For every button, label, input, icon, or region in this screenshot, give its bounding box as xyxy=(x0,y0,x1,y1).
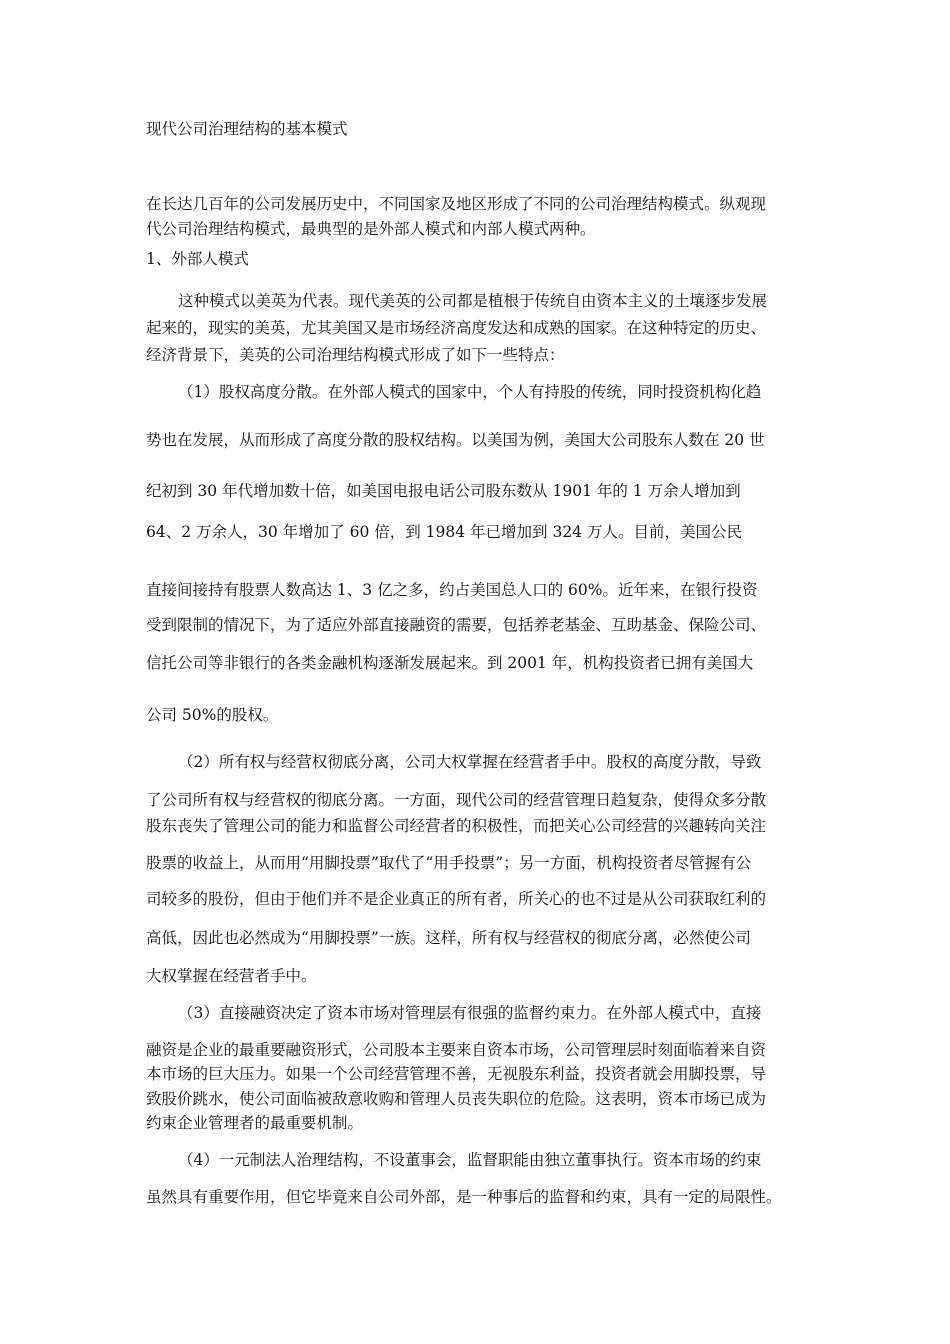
paragraph-line: 司较多的股份，但由于他们并不是企业真正的所有者，所关心的也不过是从公司获取红利的 xyxy=(146,890,767,908)
paragraph-line: 致股价跳水，使公司面临被敌意收购和管理人员丧失职位的危险。这表明，资本市场已成为 xyxy=(146,1090,767,1108)
paragraph-line: 大权掌握在经营者手中。 xyxy=(146,967,317,985)
section-heading: 1、外部人模式 xyxy=(146,250,249,268)
paragraph-line: 信托公司等非银行的各类金融机构逐渐发展起来。到 2001 年，机构投资者已拥有美国大 xyxy=(146,654,754,672)
paragraph-line: （1）股权高度分散。在外部人模式的国家中，个人有持股的传统，同时投资机构化趋 xyxy=(178,383,762,401)
paragraph-line: 纪初到 30 年代增加数十倍，如美国电报电话公司股东数从 1901 年的 1 万余人增加到 xyxy=(146,482,741,500)
paragraph-line: （2）所有权与经营权彻底分离，公司大权掌握在经营者手中。股权的高度分散，导致 xyxy=(178,753,762,771)
paragraph-line: （3）直接融资决定了资本市场对管理层有很强的监督约束力。在外部人模式中，直接 xyxy=(178,1004,762,1022)
paragraph-line: 融资是企业的最重要融资形式，公司股本主要来自资本市场，公司管理层时刻面临着来自资 xyxy=(146,1041,767,1059)
paragraph-line: 公司 50%的股权。 xyxy=(146,706,279,724)
paragraph-line: 势也在发展，从而形成了高度分散的股权结构。以美国为例，美国大公司股东人数在 20 世 xyxy=(146,431,765,449)
paragraph-line: 这种模式以美英为代表。现代美英的公司都是植根于传统自由资本主义的土壤逐步发展 xyxy=(178,292,768,310)
paragraph-line: 直接间接持有股票人数高达 1、3 亿之多，约占美国总人口的 60%。近年来，在银行投资 xyxy=(146,581,758,599)
paragraph-line: 股票的收益上，从而用“用脚投票”取代了“用手投票”；另一方面，机构投资者尽管握有公 xyxy=(146,854,752,872)
paragraph-line: （4）一元制法人治理结构，不设董事会，监督职能由独立董事执行。资本市场的约束 xyxy=(178,1151,762,1169)
paragraph-line: 经济背景下，美英的公司治理结构模式形成了如下一些特点： xyxy=(146,346,565,364)
intro-line: 代公司治理结构模式，最典型的是外部人模式和内部人模式两种。 xyxy=(146,220,596,238)
paragraph-line: 股东丧失了管理公司的能力和监督公司经营者的积极性，而把关心公司经营的兴趣转向关注 xyxy=(146,817,767,835)
paragraph-line: 本市场的巨大压力。如果一个公司经营管理不善，无视股东利益，投资者就会用脚投票，导 xyxy=(146,1065,767,1083)
document-title: 现代公司治理结构的基本模式 xyxy=(146,120,348,138)
paragraph-line: 64、2 万余人，30 年增加了 60 倍，到 1984 年已增加到 324 万人。目前，美国公民 xyxy=(146,523,742,541)
paragraph-line: 受到限制的情况下，为了适应外部直接融资的需要，包括养老基金、互助基金、保险公司、 xyxy=(146,616,767,634)
paragraph-line: 起来的，现实的美英，尤其美国又是市场经济高度发达和成熟的国家。在这种特定的历史、 xyxy=(146,319,767,337)
paragraph-line: 了公司所有权与经营权的彻底分离。一方面，现代公司的经营管理日趋复杂，使得众多分散 xyxy=(146,791,767,809)
paragraph-line: 虽然具有重要作用，但它毕竟来自公司外部，是一种事后的监督和约束，具有一定的局限性。 xyxy=(146,1188,782,1206)
intro-line: 在长达几百年的公司发展历史中，不同国家及地区形成了不同的公司治理结构模式。纵观现 xyxy=(146,195,767,213)
paragraph-line: 高低，因此也必然成为“用脚投票”一族。这样，所有权与经营权的彻底分离，必然使公司 xyxy=(146,929,751,947)
paragraph-line: 约束企业管理者的最重要机制。 xyxy=(146,1114,364,1132)
